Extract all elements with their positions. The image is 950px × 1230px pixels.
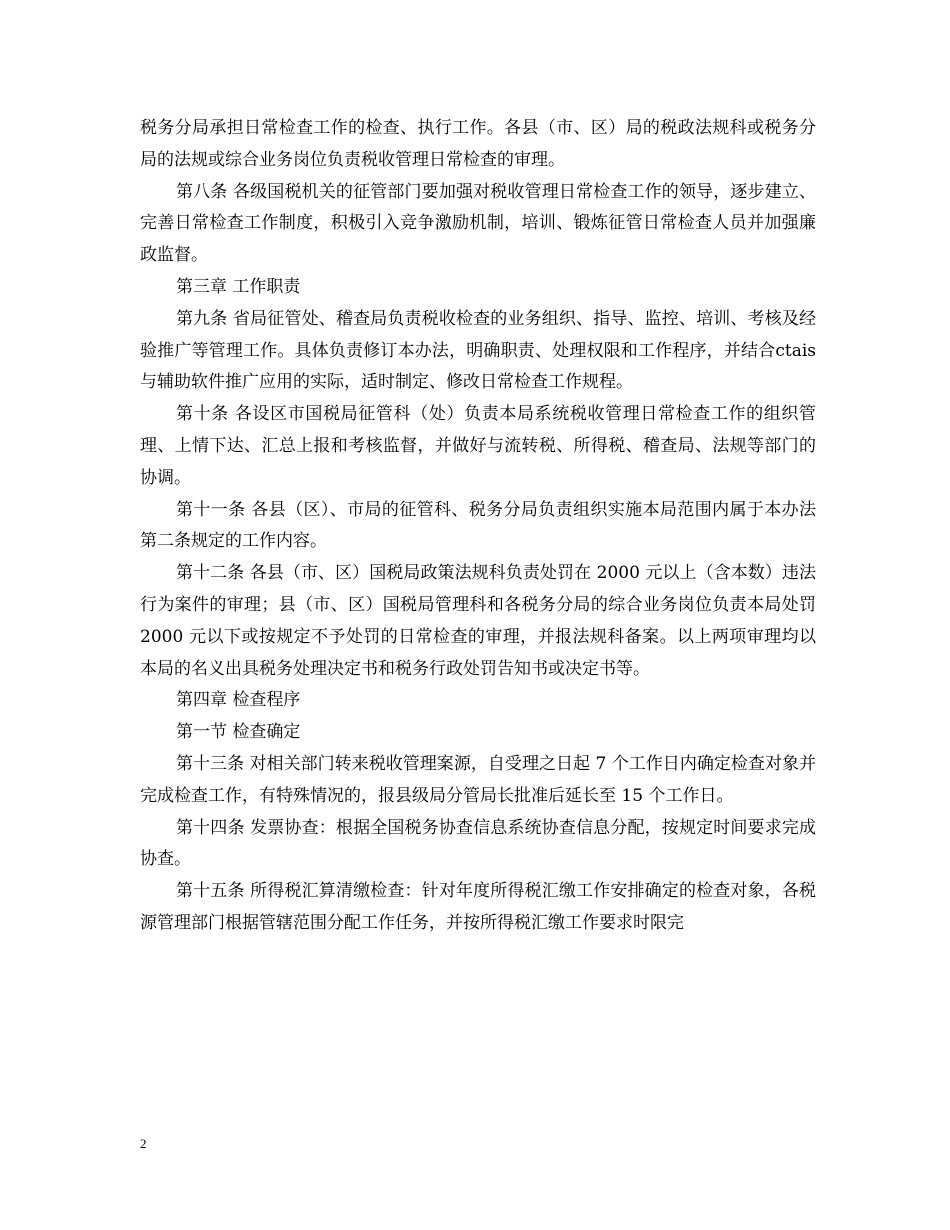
- paragraph: 第十五条 所得税汇算清缴检查：针对年度所得税汇缴工作安排确定的检查对象，各税源管理部门根据管辖范围分配工作任务，并按所得税汇缴工作要求时限完: [140, 881, 816, 933]
- paragraph: 第八条 各级国税机关的征管部门要加强对税收管理日常检查工作的领导，逐步建立、完善日常检查工作制度，积极引入竞争激励机制，培训、锻炼征管日常检查人员并加强廉政监督。: [140, 181, 816, 266]
- paragraph: 税务分局承担日常检查工作的检查、执行工作。各县（市、区）局的税政法规科或税务分局的法规或综合业务岗位负责税收管理日常检查的审理。: [140, 118, 816, 170]
- paragraph: 第十一条 各县（区）、市局的征管科、税务分局负责组织实施本局范围内属于本办法第二条规定的工作内容。: [140, 499, 816, 552]
- paragraph: 第十四条 发票协查：根据全国税务协查信息系统协查信息分配，按规定时间要求完成协查。: [140, 817, 816, 870]
- chapter-heading: 第四章 检查程序: [176, 690, 301, 711]
- paragraph: 第十二条 各县（市、区）国税局政策法规科负责处罚在 2000 元以上（含本数）违法行为案件的审理；县（市、区）国税局管理科和各税务分局的综合业务岗位负责本局处罚 2000 元以下或按规定不予处罚的日常检查的审理，并报法规科备案。以上两项审理均以本局的名义出具税务处理决定书和税务行政处罚告知书或决定书等。: [140, 563, 816, 679]
- section-heading: 第一节 检查确定: [176, 722, 301, 743]
- page-body: [140, 113, 816, 940]
- page-number: 2: [140, 1136, 147, 1151]
- chapter-heading: 第三章 工作职责: [176, 276, 301, 297]
- paragraph: 第九条 省局征管处、稽查局负责税收检查的业务组织、指导、监控、培训、考核及经验推广等管理工作。具体负责修订本办法，明确职责、处理权限和工作程序，并结合ctais与辅助软件推广应用的实际，适时制定、修改日常检查工作规程。: [140, 308, 816, 393]
- paragraph: 第十三条 对相关部门转来税收管理案源，自受理之日起 7 个工作日内确定检查对象并完成检查工作，有特殊情况的，报县级局分管局长批准后延长至 15 个工作日。: [140, 753, 816, 806]
- paragraph: 第十条 各设区市国税局征管科（处）负责本局系统税收管理日常检查工作的组织管理、上情下达、汇总上报和考核监督，并做好与流转税、所得税、稽查局、法规等部门的协调。: [140, 404, 816, 488]
